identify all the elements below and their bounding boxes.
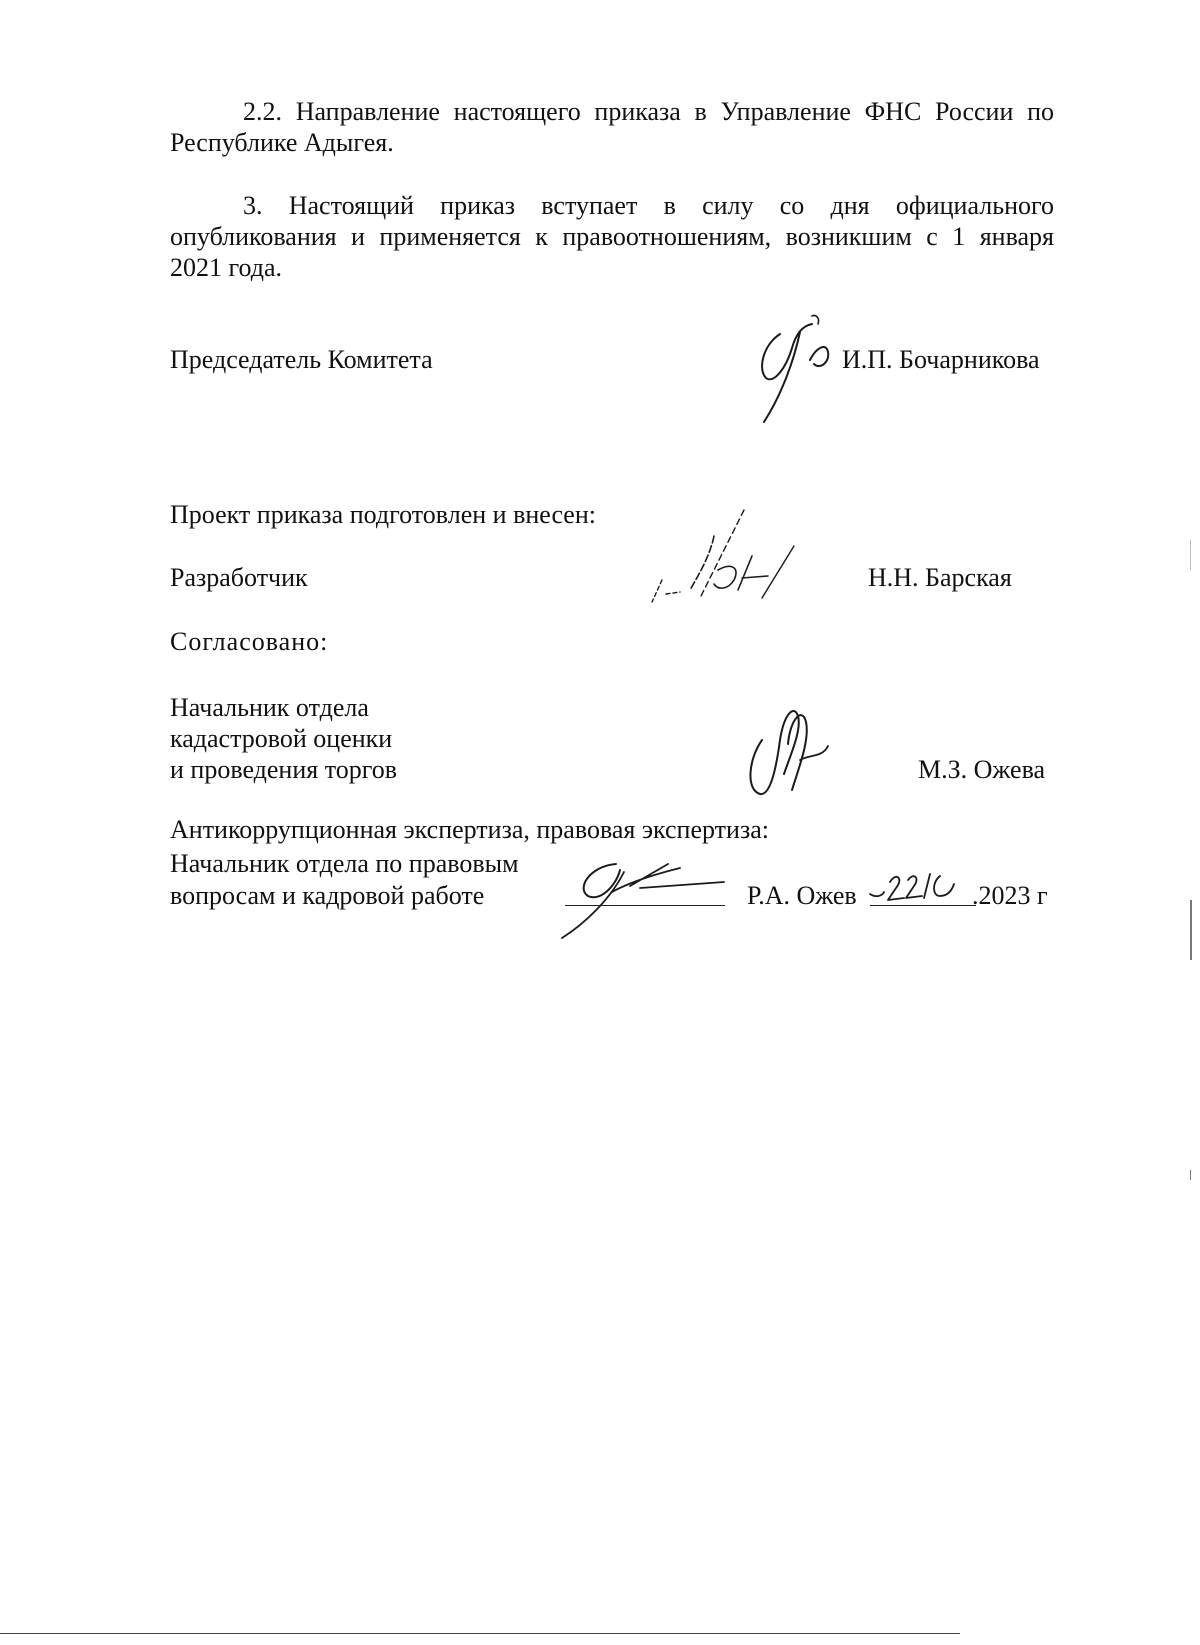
approval-position-line-1: Начальник отдела	[170, 693, 369, 722]
paragraph-3-line-2: опубликования и применяется к правоотношениям, возникшим с 1 января	[170, 222, 1054, 251]
approval-heading: Согласовано:	[170, 627, 329, 656]
expertise-position-line-1: Начальник отдела по правовым	[170, 849, 519, 878]
approval-signature	[740, 700, 840, 800]
approval-name: М.З. Ожева	[918, 755, 1046, 784]
paragraph-3-line-3: 2021 года.	[170, 253, 283, 282]
paragraph-2-2-line-1: 2.2. Направление настоящего приказа в Управление ФНС России по	[243, 97, 1054, 126]
expertise-position-line-2: вопросам и кадровой работе	[170, 881, 485, 910]
expertise-handwritten-date	[868, 864, 978, 908]
developer-role: Разработчик	[170, 563, 308, 592]
scan-edge-mark	[1190, 1170, 1191, 1180]
paragraph-2-2	[170, 96, 1054, 158]
expertise-heading: Антикоррупционная экспертиза, правовая экспертиза:	[170, 815, 769, 844]
expertise-name: Р.А. Ожев	[747, 881, 857, 910]
paragraph-3	[170, 190, 1054, 283]
paragraph-3-line-1: 3. Настоящий приказ вступает в силу со дня официального	[243, 191, 1054, 220]
expertise-signature	[560, 852, 730, 942]
developer-signature	[648, 506, 808, 606]
developer-name: Н.Н. Барская	[868, 563, 1012, 592]
approval-position-line-2: кадастровой оценки	[170, 724, 393, 753]
chairman-name: И.П. Бочарникова	[842, 345, 1040, 374]
scan-edge-mark	[1190, 540, 1191, 570]
page-bottom-edge	[0, 1633, 960, 1634]
approval-position-line-3: и проведения торгов	[170, 755, 398, 784]
project-heading: Проект приказа подготовлен и внесен:	[170, 500, 596, 529]
paragraph-2-2-line-2: Республике Адыгея.	[170, 128, 394, 157]
chairman-position: Председатель Комитета	[170, 345, 433, 374]
scan-edge-mark	[1190, 900, 1192, 960]
expertise-date-year: .2023 г	[972, 881, 1048, 910]
